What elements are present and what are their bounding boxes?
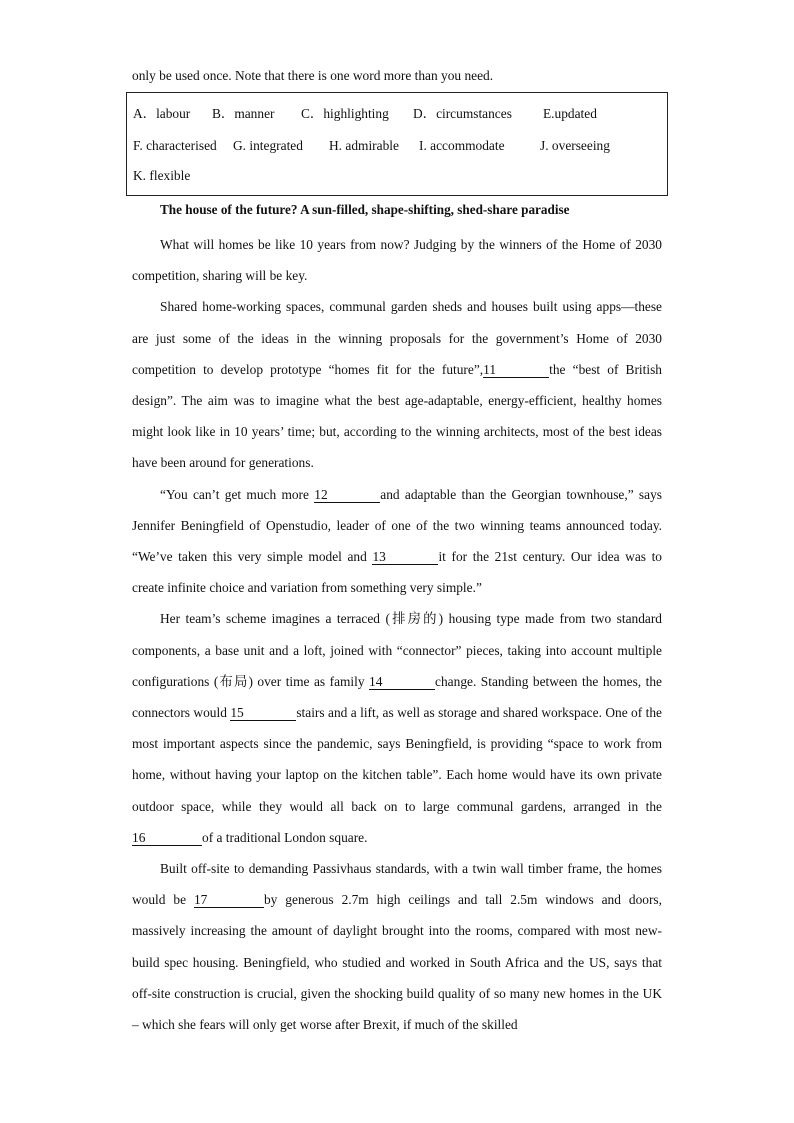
blank-13[interactable]: 13 — [372, 549, 438, 565]
paragraph-5: Built off-site to demanding Passivhaus standards, with a twin wall timber frame, the homes would be 17 by generous 2.7m high ceilings and tall 2.5m windows and doors, massively increasing the amount of daylight brought into the rooms, compared with most new-build spec housing. Beningfield, who studied and worked in South Africa and the US, says that off-site construction is crucial, given the shocking build quality of so many new homes in the UK – which she fears will only get worse after Brexit, if much of the skilled — [132, 861, 662, 1033]
paragraph-4: Her team’s scheme imagines a terraced (排房的) housing type made from two standard components, a base unit and a loft, joined with “connector” pieces, taking into account multiple configurations (布局) over time as family 14 change. Standing between the homes, the connectors would 15 stairs and a lift, as well as storage and shared workspace. One of the most important aspects since the pandemic, says Beningfield, is providing “space to work from home, without having your laptop on the kitchen table”. Each home would have its own private outdoor space, while they would all back on to large communal gardens, arranged in the 16 of a traditional London square. — [132, 611, 662, 845]
word-bank-box — [126, 92, 668, 196]
option-i: I. accommodate — [419, 138, 505, 153]
option-k: K. flexible — [133, 168, 191, 183]
blank-15[interactable]: 15 — [230, 705, 296, 721]
paragraph-1: What will homes be like 10 years from now? Judging by the winners of the Home of 2030 competition, sharing will be key. — [132, 237, 662, 284]
option-a: A．labour — [133, 106, 191, 121]
blank-14[interactable]: 14 — [369, 674, 435, 690]
option-e: E.updated — [543, 106, 597, 121]
instruction-text: only be used once. Note that there is one word more than you need. — [132, 68, 494, 83]
option-d: D．circumstances — [413, 106, 512, 121]
option-j: J. overseeing — [540, 138, 610, 153]
option-b: B．manner — [212, 106, 275, 121]
article-body — [132, 229, 662, 1040]
paragraph-3: “You can’t get much more 12 and adaptable than the Georgian townhouse,” says Jennifer Beningfield of Openstudio, leader of one of the two winning teams announced today. “We’ve taken this very simple model and 13 it for the 21st century. Our idea was to create infinite choice and variation from something very simple.” — [132, 486, 662, 596]
blank-11[interactable]: 11 — [483, 362, 549, 378]
paragraph-2: Shared home-working spaces, communal garden sheds and houses built using apps—these are just some of the ideas in the winning proposals for the government’s Home of 2030 competition to develop prototype “homes fit for the future”,11 the “best of British design”. The aim was to imagine what the best age-adaptable, energy-efficient, healthy homes might look like in 10 years’ time; but, according to the winning architects, most of the best ideas have been around for generations. — [132, 299, 662, 471]
option-c: C．highlighting — [301, 106, 389, 121]
option-g: G. integrated — [233, 138, 303, 153]
instructions — [132, 62, 662, 90]
blank-16[interactable]: 16 — [132, 830, 202, 846]
blank-12[interactable]: 12 — [314, 487, 380, 503]
blank-17[interactable]: 17 — [194, 892, 264, 908]
article-title: The house of the future? A sun-filled, shape-shifting, shed-share paradise — [160, 202, 570, 217]
option-h: H. admirable — [329, 138, 399, 153]
option-f: F. characterised — [133, 138, 217, 153]
